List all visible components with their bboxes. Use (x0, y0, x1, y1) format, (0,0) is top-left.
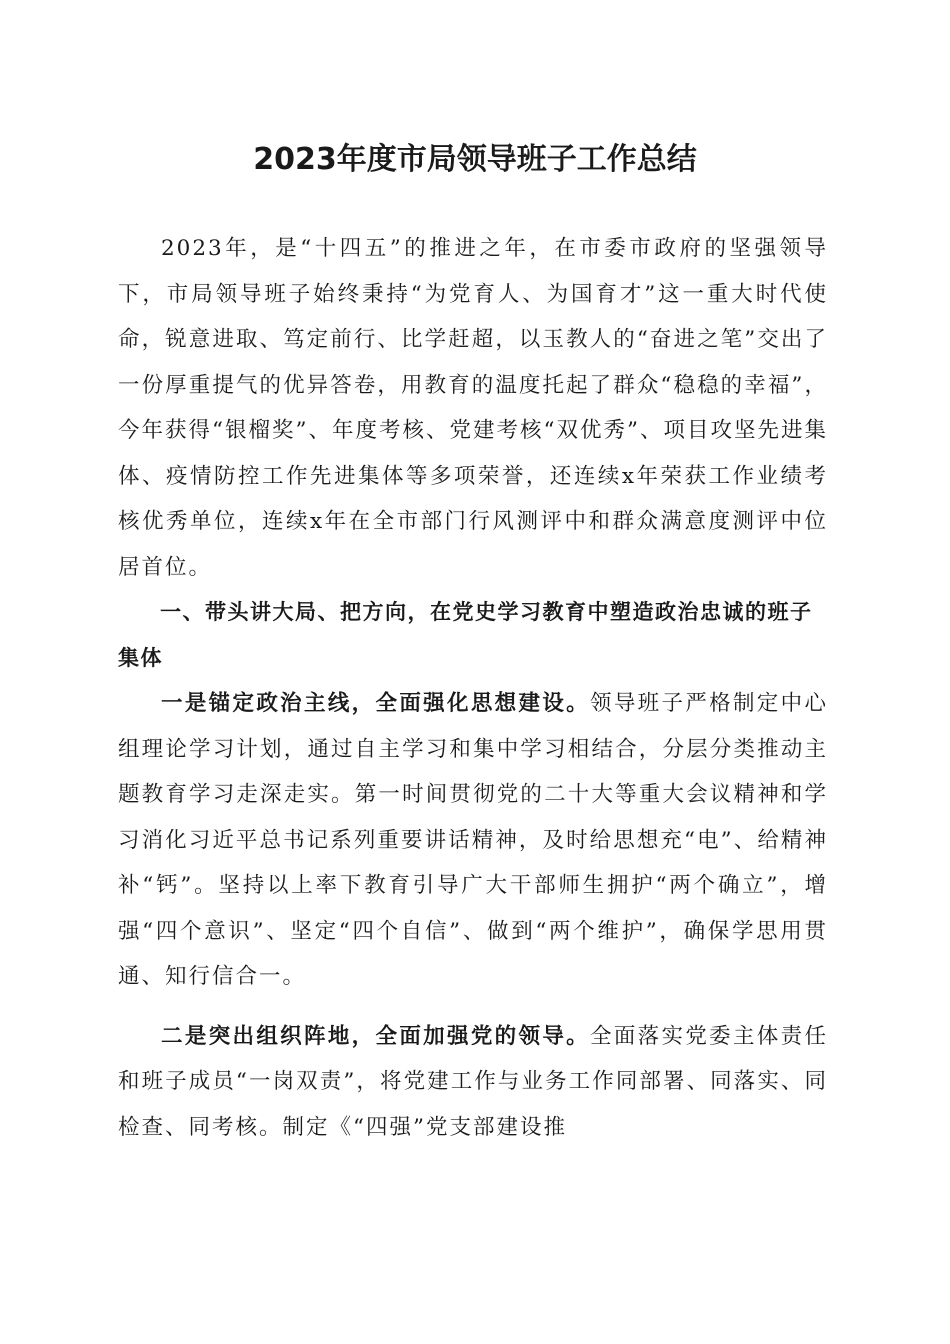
paragraph-text: 领导班子严格制定中心组理论学习计划，通过自主学习和集中学习相结合，分层分类推动主题教育学习走深走实。第一时间贯彻党的二十大等重大会议精神和学习消化习近平总书记系列重要讲话精神，及时给思想充“电”、给精神补“钙”。坚持以上率下教育引导广大干部师生拥护“两个确立”，增强“四个意识”、坚定“四个自信”、做到“两个维护”，确保学思用贯通、知行信合一。 (118, 691, 828, 989)
paragraph-item-1 (118, 681, 828, 1000)
paragraph-lead: 二是突出组织阵地，全面加强党的领导。 (161, 1023, 590, 1049)
paragraph-lead: 一是锚定政治主线，全面强化思想建设。 (161, 691, 590, 716)
intro-paragraph: 2023年，是“十四五”的推进之年，在市委市政府的坚强领导下，市局领导班子始终秉持“为党育人、为国育才”这一重大时代使命，锐意进取、笃定前行、比学赶超，以玉教人的“奋进之笔”交出了一份厚重提气的优异答卷，用教育的温度托起了群众“稳稳的幸福”，今年获得“银榴奖”、年度考核、党建考核“双优秀”、项目攻坚先进集体、疫情防控工作先进集体等多项荣誉，还连续x年荣获工作业绩考核优秀单位，连续x年在全市部门行风测评中和群众满意度测评中位居首位。 (118, 236, 828, 580)
section-heading: 一、带头讲大局、把方向，在党史学习教育中塑造政治忠诚的班子集体 (118, 600, 813, 670)
paragraph-item-2 (118, 1014, 828, 1151)
paragraph-spacer (118, 1000, 828, 1014)
document-title: 2023年度市局领导班子工作总结 (253, 142, 697, 177)
paragraph-text: 全面落实党委主体责任和班子成员“一岗双责”，将党建工作与业务工作同部署、同落实、同检查、同考核。制定《“四强”党支部建设推 (118, 1023, 828, 1140)
document-body (118, 226, 828, 1150)
